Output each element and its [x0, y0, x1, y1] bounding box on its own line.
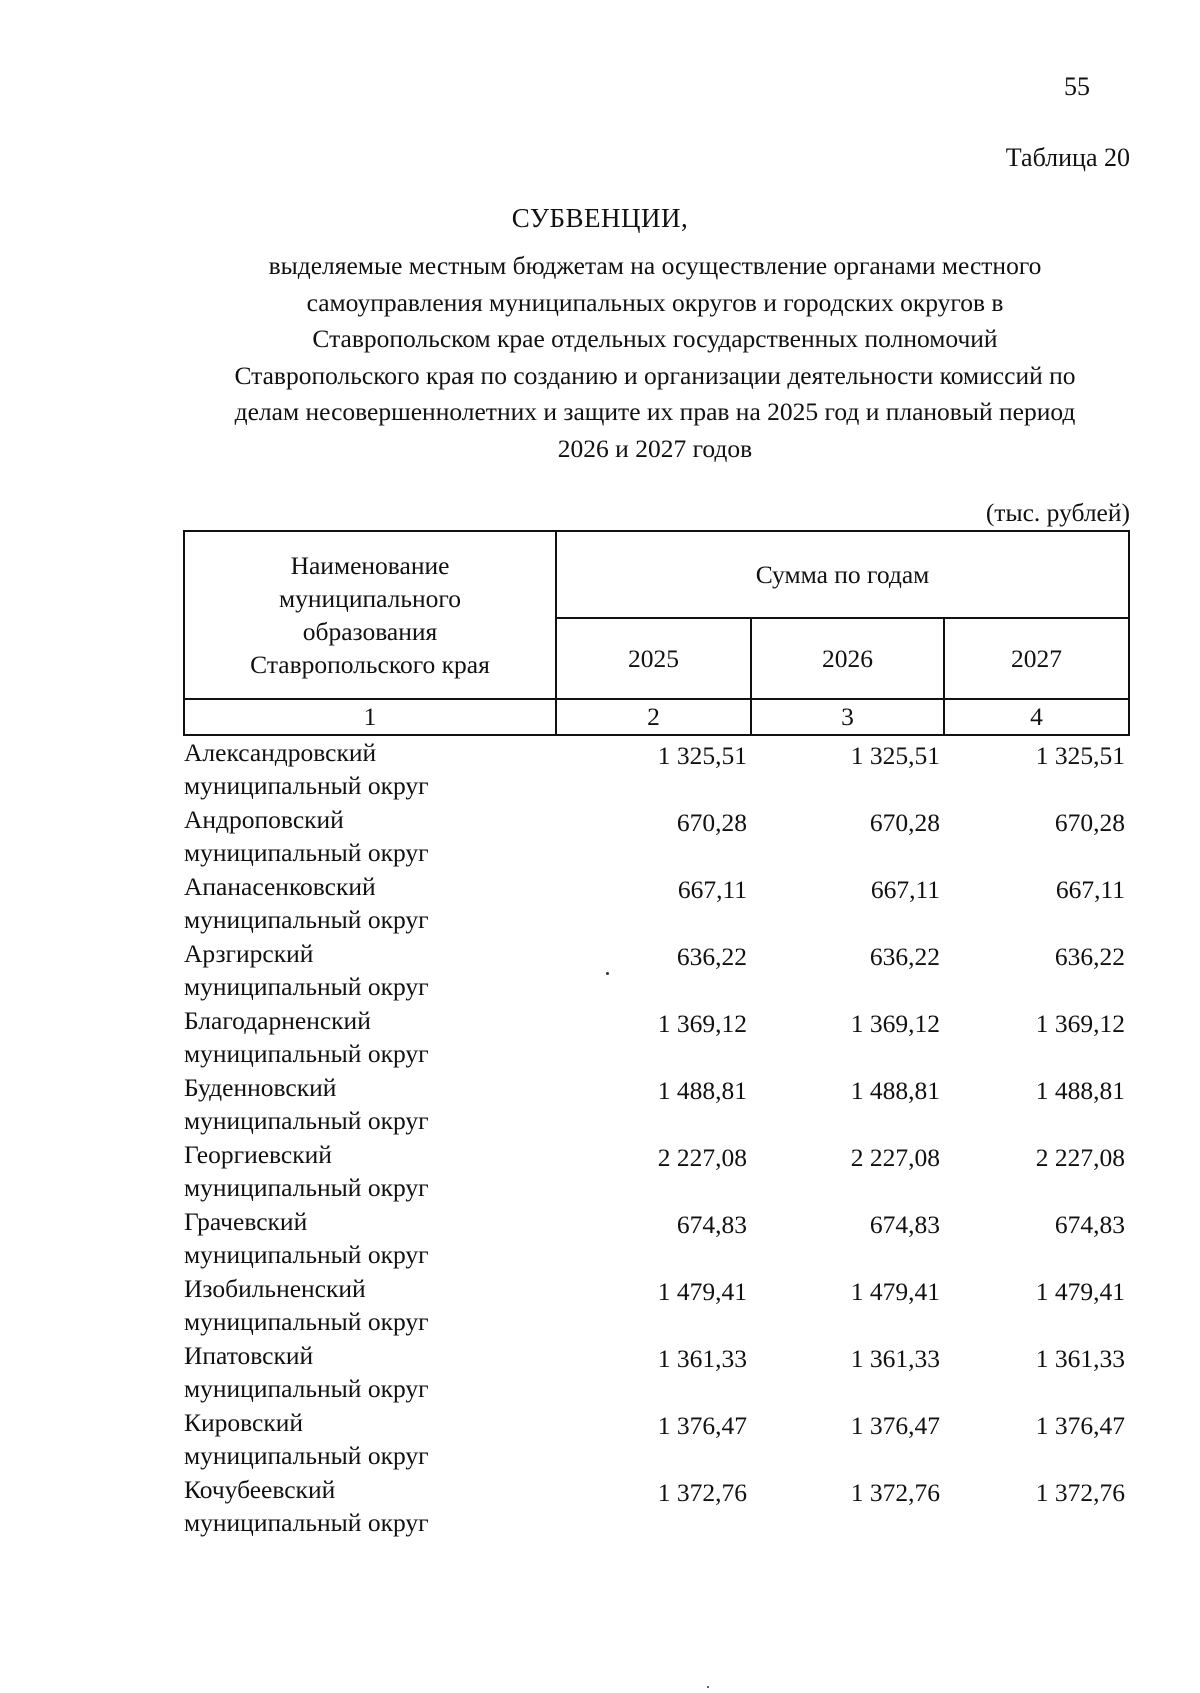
municipality-name-line: Кочубеевский [184, 1475, 336, 1504]
municipality-name-cell [184, 1004, 556, 1071]
municipality-name-line: муниципальный округ [184, 1240, 429, 1269]
municipality-name-line: муниципальный округ [184, 1106, 429, 1135]
table-row [184, 1406, 1129, 1473]
municipality-name-line: муниципальный округ [184, 838, 429, 867]
table-row [184, 1138, 1129, 1205]
municipality-name-line: муниципальный округ [184, 1441, 429, 1470]
amount-2026-cell: 1 369,12 [850, 1009, 940, 1038]
subtitle-line: выделяемые местным бюджетам на осуществление органами местного [268, 251, 1042, 280]
amount-2027-cell: 1 488,81 [1035, 1076, 1125, 1105]
amount-2025-cell: 636,22 [676, 942, 747, 971]
municipality-name-cell [184, 803, 556, 870]
municipality-name-cell [184, 1138, 556, 1205]
amount-2027-cell: 667,11 [1055, 875, 1125, 904]
amount-2027-cell: 670,28 [1054, 808, 1125, 837]
amount-2025-cell: 1 325,51 [657, 741, 747, 770]
header-name-line: образования [302, 617, 438, 646]
amount-2026-cell: 1 361,33 [850, 1344, 940, 1373]
amount-2026-cell: 1 479,41 [850, 1277, 940, 1306]
municipality-name-line: Буденновский [184, 1073, 337, 1102]
header-sum-by-years: Сумма по годам [556, 531, 1129, 618]
amount-2025-cell: 2 227,08 [657, 1143, 747, 1172]
amount-2025-cell: 667,11 [677, 875, 747, 904]
table-row [184, 1205, 1129, 1272]
header-name-line: муниципального [279, 584, 461, 613]
amount-2025-cell: 1 376,47 [657, 1411, 747, 1440]
amount-2026-cell: 1 325,51 [850, 741, 940, 770]
amount-2027-cell: 1 325,51 [1035, 741, 1125, 770]
municipality-name-cell [184, 1071, 556, 1138]
header-year-2027: 2027 [944, 618, 1129, 699]
municipality-name-line: муниципальный округ [184, 1039, 429, 1068]
amount-2025-cell: 670,28 [676, 808, 747, 837]
amount-2027-cell: 636,22 [1054, 942, 1125, 971]
amount-2027-cell: 1 361,33 [1035, 1344, 1125, 1373]
amount-2025-cell: 1 488,81 [657, 1076, 747, 1105]
amount-2026-cell: 667,11 [870, 875, 940, 904]
table-row [184, 735, 1129, 803]
scan-speck [707, 1686, 709, 1688]
table-row [184, 803, 1129, 870]
amount-2027-cell: 1 369,12 [1035, 1009, 1125, 1038]
municipality-name-line: Благодарненский [184, 1006, 371, 1035]
amount-2026-cell: 674,83 [869, 1210, 940, 1239]
municipality-name-line: муниципальный округ [184, 972, 429, 1001]
municipality-name-line: Георгиевский [184, 1140, 332, 1169]
amount-2026-cell: 636,22 [869, 942, 940, 971]
header-name-line: Наименование [290, 551, 450, 580]
amount-2026-cell: 1 372,76 [850, 1478, 940, 1507]
municipality-name-line: Грачевский [184, 1207, 308, 1236]
header-year-2025: 2025 [556, 618, 751, 699]
column-number: 2 [556, 699, 751, 735]
amount-2026-cell: 670,28 [869, 808, 940, 837]
municipality-name-cell [184, 1473, 556, 1540]
amount-2025-cell: 1 372,76 [657, 1478, 747, 1507]
subtitle-line: делам несовершеннолетних и защите их прав на 2025 год и плановый период [234, 397, 1076, 426]
table-row [184, 1473, 1129, 1540]
amount-2025-cell: 1 479,41 [657, 1277, 747, 1306]
municipality-name-line: Кировский [184, 1408, 304, 1437]
table-row [184, 1071, 1129, 1138]
municipality-name-line: муниципальный округ [184, 1508, 429, 1537]
municipality-name-cell [184, 1406, 556, 1473]
amount-2025-cell: 1 361,33 [657, 1344, 747, 1373]
municipality-name-line: муниципальный округ [184, 1173, 429, 1202]
table-row [184, 1272, 1129, 1339]
amount-2026-cell: 2 227,08 [850, 1143, 940, 1172]
municipality-name-line: муниципальный округ [184, 905, 429, 934]
amount-2026-cell: 1 376,47 [850, 1411, 940, 1440]
municipality-name-line: муниципальный округ [184, 1307, 429, 1336]
amount-2027-cell: 674,83 [1054, 1210, 1125, 1239]
column-number: 1 [184, 699, 556, 735]
municipality-name-line: Арзгирский [184, 939, 314, 968]
header-year-2026: 2026 [751, 618, 944, 699]
subventions-table [183, 530, 1130, 1540]
amount-2026-cell: 1 488,81 [850, 1076, 940, 1105]
municipality-name-line: Изобильненский [184, 1274, 366, 1303]
table-row [184, 870, 1129, 937]
municipality-name-cell [184, 1272, 556, 1339]
municipality-name-cell [184, 937, 556, 1004]
header-name-line: Ставропольского края [250, 650, 490, 679]
document-title: СУБВЕНЦИИ, [511, 203, 689, 233]
municipality-name-cell [184, 1205, 556, 1272]
amount-2027-cell: 1 372,76 [1035, 1478, 1125, 1507]
table-body [184, 735, 1129, 1540]
units-label: (тыс. рублей) [985, 498, 1130, 527]
column-number: 3 [751, 699, 944, 735]
municipality-name-cell [184, 1339, 556, 1406]
document-subtitle [170, 248, 1140, 467]
subtitle-line: 2026 и 2027 годов [557, 433, 753, 463]
municipality-name-line: Апанасенковский [184, 872, 376, 901]
municipality-name-line: Ипатовский [184, 1341, 314, 1370]
table-row [184, 937, 1129, 1004]
municipality-name-line: Андроповский [184, 805, 344, 834]
subtitle-line: Ставропольского края по созданию и организации деятельности комиссий по [234, 360, 1076, 390]
header-name-column [184, 531, 556, 699]
amount-2027-cell: 1 479,41 [1035, 1277, 1125, 1306]
municipality-name-cell [184, 735, 556, 803]
subtitle-line: самоуправления муниципальных округов и городских округов в [306, 287, 1004, 317]
table-label: Таблица 20 [1005, 143, 1130, 172]
amount-2027-cell: 1 376,47 [1035, 1411, 1125, 1440]
municipality-name-line: муниципальный округ [184, 1374, 429, 1403]
table-row [184, 1004, 1129, 1071]
municipality-name-line: Александровский [184, 738, 377, 767]
municipality-name-line: муниципальный округ [184, 771, 429, 800]
amount-2025-cell: 1 369,12 [657, 1009, 747, 1038]
page-number: 55 [1064, 72, 1090, 101]
amount-2027-cell: 2 227,08 [1035, 1143, 1125, 1172]
scan-speck [606, 972, 609, 975]
municipality-name-cell [184, 870, 556, 937]
column-number: 4 [944, 699, 1129, 735]
amount-2025-cell: 674,83 [676, 1210, 747, 1239]
table-row [184, 1339, 1129, 1406]
subtitle-line: Ставропольском крае отдельных государственных полномочий [312, 324, 998, 353]
